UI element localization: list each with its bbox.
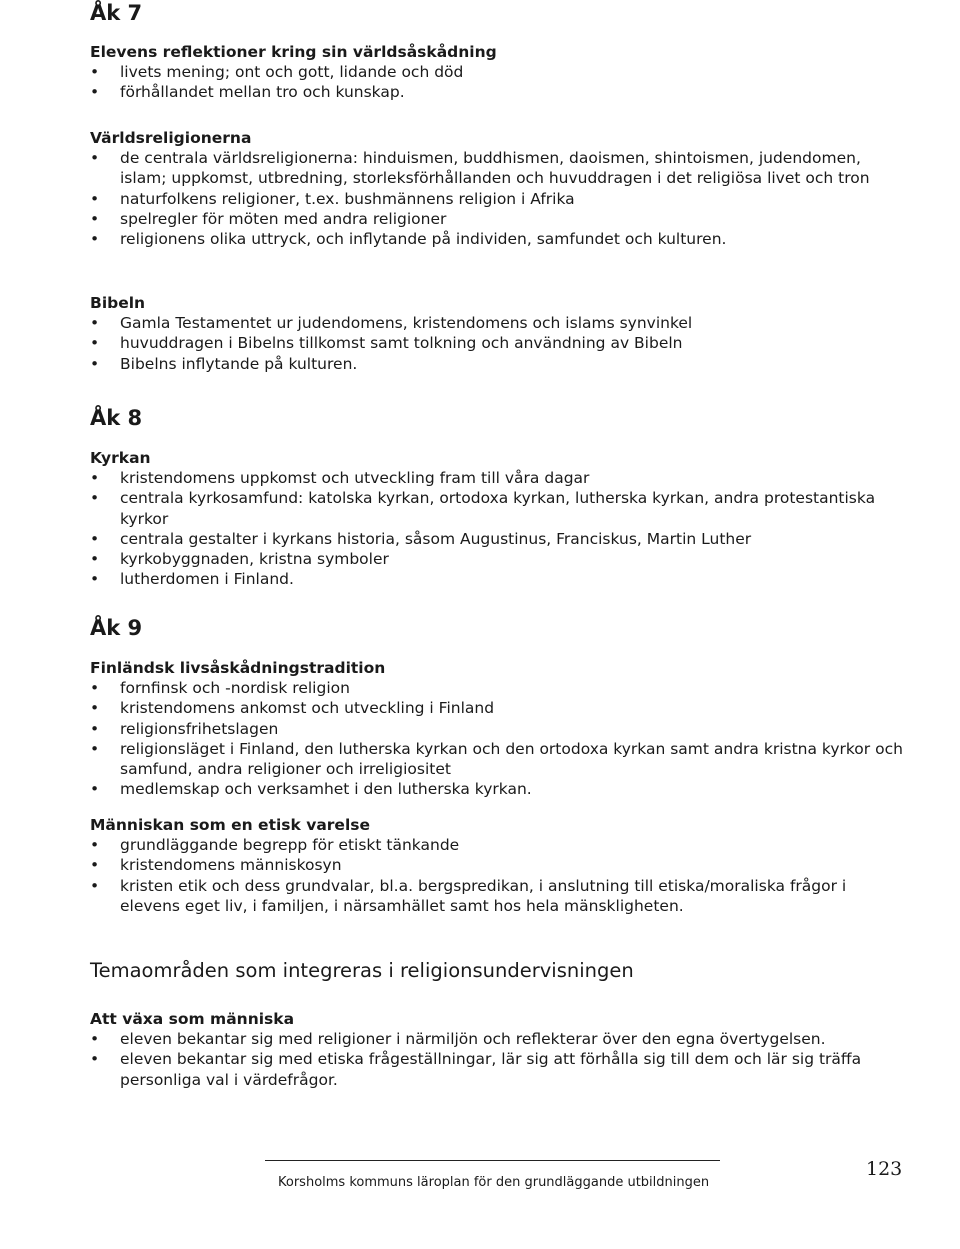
page-number: 123 xyxy=(866,1158,903,1180)
section-heading: Världsreligionerna xyxy=(90,129,252,147)
grade-8-heading: Åk 8 xyxy=(90,406,143,430)
list-item: • Gamla Testamentet ur judendomens, kristendomens och islams synvinkel xyxy=(90,313,910,333)
section-finnish-tradition xyxy=(90,658,910,800)
grade-9-heading: Åk 9 xyxy=(90,616,143,640)
list-item: • Bibelns inflytande på kulturen. xyxy=(90,354,910,374)
list-item: • kristendomens människosyn xyxy=(90,855,910,875)
list-item: • eleven bekantar sig med religioner i närmiljön och reflekterar över den egna övertygelsen. xyxy=(90,1029,910,1049)
list-item: • spelregler för möten med andra religioner xyxy=(90,209,910,229)
list-item: • grundläggande begrepp för etiskt tänkande xyxy=(90,835,910,855)
section-heading: Kyrkan xyxy=(90,449,151,467)
bullet-list xyxy=(90,148,910,249)
section-heading: Finländsk livsåskådningstradition xyxy=(90,659,386,677)
list-item: • religionsfrihetslagen xyxy=(90,719,910,739)
list-item: • religionsläget i Finland, den lutherska kyrkan och den ortodoxa kyrkan samt andra kristna kyrkor och samfund, andra religioner och irreligiositet xyxy=(90,739,910,780)
section-world-religions xyxy=(90,128,910,249)
list-item: • naturfolkens religioner, t.ex. bushmännens religion i Afrika xyxy=(90,189,910,209)
bullet-list xyxy=(90,835,910,916)
bullet-list xyxy=(90,62,910,103)
list-item: • centrala gestalter i kyrkans historia, såsom Augustinus, Franciskus, Martin Luther xyxy=(90,529,910,549)
bullet-list xyxy=(90,313,910,374)
list-item: • kristendomens uppkomst och utveckling fram till våra dagar xyxy=(90,468,910,488)
bullet-list xyxy=(90,468,910,590)
list-item: • kristendomens ankomst och utveckling i Finland xyxy=(90,698,910,718)
list-item: • förhållandet mellan tro och kunskap. xyxy=(90,82,910,102)
section-heading: Människan som en etisk varelse xyxy=(90,816,370,834)
integration-heading: Temaområden som integreras i religionsundervisningen xyxy=(90,959,634,982)
bullet-list xyxy=(90,1029,910,1090)
footer-rule xyxy=(265,1160,720,1161)
list-item: • de centrala världsreligionerna: hinduismen, buddhismen, daoismen, shintoismen, judendomen, islam; uppkomst, utbredning, storleksförhållanden och huvuddragen i det religiösa livet och tron xyxy=(90,148,910,189)
footer-text: Korsholms kommuns läroplan för den grundläggande utbildningen xyxy=(278,1175,710,1190)
section-growing-as-human xyxy=(90,1009,910,1090)
bullet-list xyxy=(90,678,910,800)
section-bible xyxy=(90,293,910,374)
section-heading: Elevens reflektioner kring sin världsåskådning xyxy=(90,43,497,61)
list-item: • kristen etik och dess grundvalar, bl.a. bergspredikan, i anslutning till etiska/moraliska frågor i elevens eget liv, i familjen, i närsamhället samt hos hela mänskligheten. xyxy=(90,876,910,917)
list-item: • eleven bekantar sig med etiska frågeställningar, lär sig att förhålla sig till dem och lär sig träffa personliga val i värdefrågor. xyxy=(90,1049,910,1090)
list-item: • huvuddragen i Bibelns tillkomst samt tolkning och användning av Bibeln xyxy=(90,333,910,353)
section-worldview-reflection xyxy=(90,42,910,103)
list-item: • fornfinsk och -nordisk religion xyxy=(90,678,910,698)
list-item: • lutherdomen i Finland. xyxy=(90,569,910,589)
section-ethical-being xyxy=(90,815,910,916)
grade-7-heading: Åk 7 xyxy=(90,1,143,25)
list-item: • kyrkobyggnaden, kristna symboler xyxy=(90,549,910,569)
section-heading: Bibeln xyxy=(90,294,146,312)
list-item: • religionens olika uttryck, och inflytande på individen, samfundet och kulturen. xyxy=(90,229,910,249)
section-heading: Att växa som människa xyxy=(90,1010,295,1028)
list-item: • livets mening; ont och gott, lidande och död xyxy=(90,62,910,82)
section-church xyxy=(90,448,910,590)
list-item: • medlemskap och verksamhet i den lutherska kyrkan. xyxy=(90,779,910,799)
list-item: • centrala kyrkosamfund: katolska kyrkan, ortodoxa kyrkan, lutherska kyrkan, andra protestantiska kyrkor xyxy=(90,488,910,529)
